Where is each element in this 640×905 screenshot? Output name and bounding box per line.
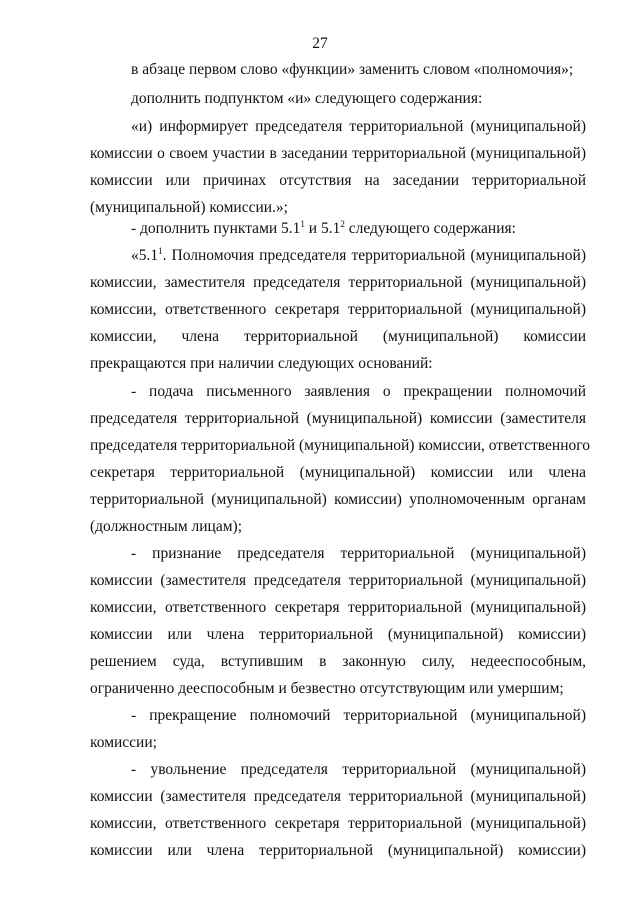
text-line: комиссии (заместителя председателя территориальной (муниципальной): [90, 572, 586, 589]
text-line: территориальной (муниципальной) комиссии) уполномоченным органам: [90, 491, 586, 508]
text-line: комиссии, ответственного секретаря территориальной (муниципальной): [90, 599, 586, 616]
text-line: председателя территориальной (муниципальной) комиссии (заместителя: [90, 410, 586, 427]
superscript: 2: [340, 219, 345, 229]
text-line: «$5.1^1$. Полномочия председателя территориальной (муниципальной): [131, 246, 586, 264]
superscript: 1: [158, 246, 163, 256]
text-line: председателя территориальной (муниципальной) комиссии, ответственного: [90, 437, 590, 454]
text-line: - увольнение председателя территориальной (муниципальной): [131, 761, 586, 778]
text-line: комиссии (заместителя председателя территориальной (муниципальной): [90, 788, 586, 805]
text-line: - дополнить пунктами $5.1^1$ и $5.1^2$ следующего содержания:: [131, 219, 516, 237]
text-line: комиссии или причинах отсутствия на заседании территориальной: [90, 172, 586, 189]
page-number: 27: [312, 35, 328, 52]
text-line: комиссии или члена территориальной (муниципальной) комиссии): [90, 626, 586, 643]
text-line: прекращаются при наличии следующих оснований:: [90, 355, 433, 372]
text-line: комиссии, ответственного секретаря территориальной (муниципальной): [90, 301, 586, 318]
text-line: комиссии, заместителя председателя территориальной (муниципальной): [90, 274, 586, 291]
text-line: комиссии, ответственного секретаря территориальной (муниципальной): [90, 815, 586, 832]
text-line: в абзаце первом слово «функции» заменить словом «полномочия»;: [131, 61, 574, 78]
text-line: дополнить подпунктом «и» следующего содержания:: [131, 90, 483, 107]
text-line: ограниченно дееспособным и безвестно отсутствующим или умершим;: [90, 680, 564, 697]
text-line: «и) информирует председателя территориальной (муниципальной): [131, 118, 586, 135]
text-line: комиссии или члена территориальной (муниципальной) комиссии): [90, 842, 586, 859]
text-line: решением суда, вступившим в законную силу, недееспособным,: [90, 653, 586, 670]
text-line: (должностным лицам);: [90, 518, 242, 535]
text-line: (муниципальной) комиссии.»;: [90, 199, 288, 216]
text-line: комиссии, члена территориальной (муниципальной) комиссии: [90, 328, 586, 345]
text-line: - признание председателя территориальной (муниципальной): [131, 545, 586, 562]
text-line: комиссии;: [90, 734, 157, 751]
text-line: секретаря территориальной (муниципальной) комиссии или члена: [90, 464, 586, 481]
text-line: - прекращение полномочий территориальной (муниципальной): [131, 707, 586, 724]
superscript: 1: [300, 219, 305, 229]
text-line: - подача письменного заявления о прекращении полномочий: [131, 383, 586, 400]
text-line: комиссии о своем участии в заседании территориальной (муниципальной): [90, 145, 586, 162]
